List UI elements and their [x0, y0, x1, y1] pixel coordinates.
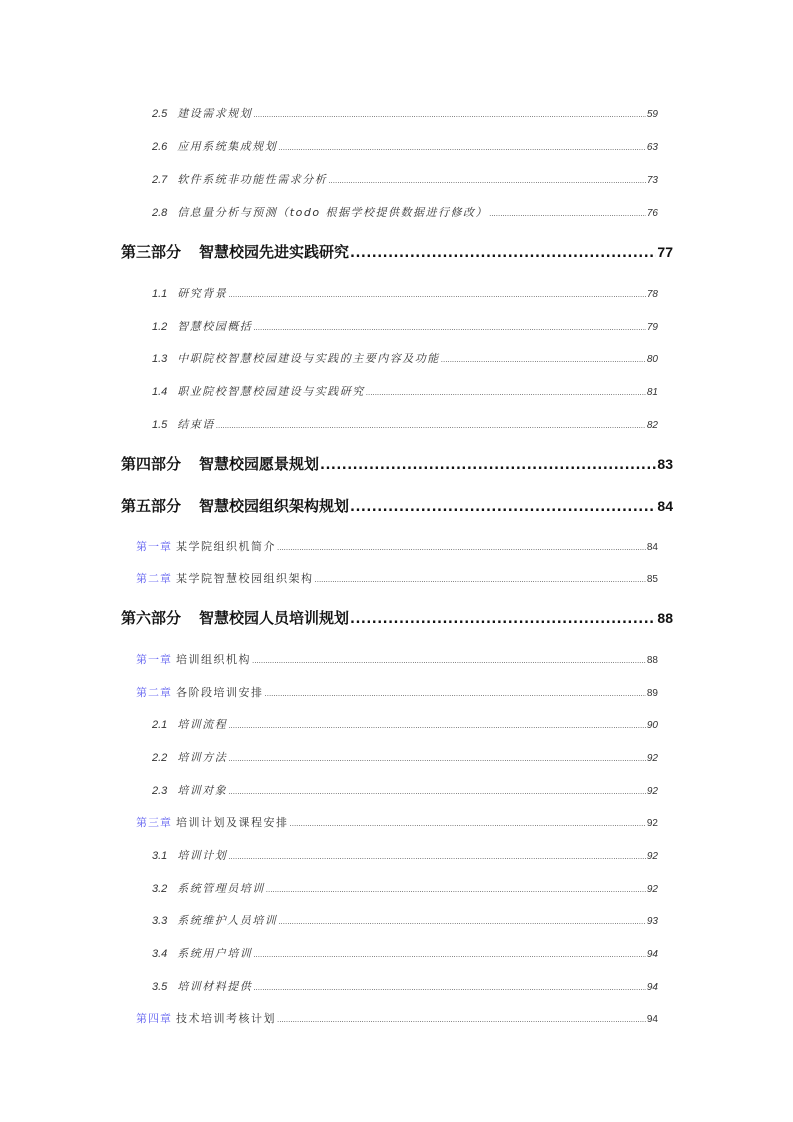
dot-leader [290, 820, 646, 828]
dot-leader [277, 544, 646, 552]
toc-entry-number: 1.1 [152, 288, 168, 300]
toc-entry-page: 84 [646, 542, 658, 553]
dot-leader [328, 177, 646, 185]
toc-entry-number: 2.2 [152, 752, 168, 764]
toc-entry-title: 职业院校智慧校园建设与实践研究 [177, 385, 365, 398]
toc-entry[interactable] [152, 416, 658, 432]
toc-entry-title: 培训对象 [177, 784, 228, 797]
toc-entry-title: 培训计划及课程安排 [176, 816, 289, 829]
toc-entry-page: 77 [657, 244, 673, 260]
toc-entry-title: 结束语 [177, 418, 215, 431]
toc-entry[interactable] [152, 880, 658, 896]
toc-entry-title: 信息量分析与预测（todo 根据学校提供数据进行修改） [177, 206, 489, 219]
dot-leader [278, 144, 646, 152]
toc-entry-page: 85 [646, 574, 658, 585]
toc-entry-number: 第三章 [136, 816, 172, 829]
toc-entry-title: 培训组织机构 [176, 653, 251, 666]
toc-entry-page: 82 [646, 420, 658, 431]
toc-entry-number: 2.1 [152, 719, 168, 731]
toc-entry-title: 智慧校园组织架构规划 [199, 497, 350, 515]
toc-entry-page: 81 [646, 387, 658, 398]
toc-entry-page: 89 [646, 688, 658, 699]
toc-entry-page: 80 [646, 354, 658, 365]
dot-leader [228, 788, 646, 796]
dot-leader [320, 458, 656, 473]
toc-entry[interactable] [121, 495, 673, 516]
toc-entry-page: 94 [646, 1014, 658, 1025]
toc-entry-number: 第五部分 [121, 497, 182, 515]
toc-entry-title: 培训材料提供 [177, 980, 253, 993]
toc-entry-page: 92 [646, 786, 658, 797]
toc-entry-page: 92 [646, 753, 658, 764]
toc-entry-title: 研究背景 [177, 287, 228, 300]
toc-entry-page: 84 [657, 498, 673, 514]
dot-leader [350, 612, 656, 627]
toc-entry-title: 系统管理员培训 [177, 882, 265, 895]
toc-entry-number: 2.7 [152, 174, 168, 186]
toc-entry[interactable] [121, 241, 673, 262]
dot-leader [253, 951, 646, 959]
dot-leader [216, 422, 646, 430]
toc-entry-page: 90 [646, 720, 658, 731]
toc-entry-number: 1.2 [152, 321, 168, 333]
dot-leader [252, 657, 646, 665]
dot-leader [277, 1016, 646, 1024]
toc-entry[interactable] [136, 684, 658, 700]
toc-entry-page: 92 [646, 851, 658, 862]
toc-entry[interactable] [152, 350, 658, 366]
toc-entry-number: 第一章 [136, 653, 172, 666]
toc-entry-number: 第四章 [136, 1012, 172, 1025]
toc-entry-page: 73 [646, 175, 658, 186]
toc-entry[interactable] [152, 912, 658, 928]
toc-entry-number: 3.2 [152, 883, 168, 895]
dot-leader [228, 853, 646, 861]
toc-entry[interactable] [152, 138, 658, 154]
toc-entry-page: 79 [646, 322, 658, 333]
dot-leader [266, 886, 646, 894]
toc-entry[interactable] [152, 945, 658, 961]
toc-entry-page: 94 [646, 982, 658, 993]
toc-entry-title: 培训流程 [177, 718, 228, 731]
dot-leader [489, 210, 646, 218]
toc-entry[interactable] [152, 978, 658, 994]
toc-entry-page: 59 [646, 109, 658, 120]
toc-entry-number: 3.3 [152, 915, 168, 927]
toc-entry-number: 3.5 [152, 981, 168, 993]
toc-entry-title: 智慧校园人员培训规划 [199, 609, 350, 627]
dot-leader [265, 690, 646, 698]
dot-leader [253, 324, 646, 332]
toc-entry-number: 2.6 [152, 141, 168, 153]
toc-entry-title: 技术培训考核计划 [176, 1012, 276, 1025]
toc-entry[interactable] [121, 607, 673, 628]
toc-entry-number: 第一章 [136, 540, 172, 553]
dot-leader [253, 984, 646, 992]
toc-entry-number: 第三部分 [121, 243, 182, 261]
toc-entry-title: 培训方法 [177, 751, 228, 764]
toc-entry-title: 建设需求规划 [177, 107, 253, 120]
toc-entry[interactable] [152, 285, 658, 301]
toc-entry[interactable] [152, 105, 658, 121]
toc-entry[interactable] [136, 651, 658, 667]
toc-entry-title: 系统维护人员培训 [177, 914, 278, 927]
toc-entry[interactable] [136, 538, 658, 554]
toc-entry-number: 第二章 [136, 686, 172, 699]
toc-entry-page: 94 [646, 949, 658, 960]
dot-leader [228, 722, 646, 730]
toc-entry-title: 某学院智慧校园组织架构 [176, 572, 314, 585]
toc-entry-page: 93 [646, 916, 658, 927]
toc-entry[interactable] [152, 204, 658, 220]
dot-leader [350, 246, 656, 261]
toc-entry-title: 中职院校智慧校园建设与实践的主要内容及功能 [177, 352, 440, 365]
toc-entry[interactable] [152, 847, 658, 863]
toc-entry-title: 某学院组织机简介 [176, 540, 276, 553]
toc-entry-title: 智慧校园先进实践研究 [199, 243, 350, 261]
toc-entry-title: 培训计划 [177, 849, 228, 862]
toc-entry[interactable] [136, 570, 658, 586]
toc-entry-number: 3.1 [152, 850, 168, 862]
dot-leader [278, 918, 646, 926]
toc-entry[interactable] [152, 749, 658, 765]
toc-entry-number: 第二章 [136, 572, 172, 585]
toc-entry-title: 智慧校园愿景规划 [199, 455, 320, 473]
toc-entry[interactable] [152, 171, 658, 187]
toc-entry-number: 1.5 [152, 419, 168, 431]
dot-leader [350, 500, 656, 515]
toc-entry-number: 1.4 [152, 386, 168, 398]
toc-entry-number: 2.8 [152, 207, 168, 219]
dot-leader [228, 755, 646, 763]
toc-entry-page: 88 [657, 610, 673, 626]
toc-entry-page: 63 [646, 142, 658, 153]
toc-entry-number: 2.3 [152, 785, 168, 797]
dot-leader [366, 389, 646, 397]
toc-entry-number: 第六部分 [121, 609, 182, 627]
toc-entry-page: 92 [646, 884, 658, 895]
toc-entry[interactable] [152, 383, 658, 399]
toc-entry[interactable] [136, 1010, 658, 1026]
toc-entry[interactable] [152, 782, 658, 798]
toc-entry[interactable] [121, 453, 673, 474]
dot-leader [253, 111, 646, 119]
toc-entry-number: 2.5 [152, 108, 168, 120]
toc-entry-title: 软件系统非功能性需求分析 [177, 173, 328, 186]
toc-entry[interactable] [152, 716, 658, 732]
toc-entry-title: 各阶段培训安排 [176, 686, 264, 699]
toc-entry-page: 83 [657, 456, 673, 472]
toc-entry-title: 智慧校园概括 [177, 320, 253, 333]
toc-entry-page: 76 [646, 208, 658, 219]
toc-entry-number: 1.3 [152, 353, 168, 365]
dot-leader [228, 291, 646, 299]
dot-leader [441, 356, 646, 364]
toc-entry[interactable] [136, 814, 658, 830]
toc-entry-page: 88 [646, 655, 658, 666]
toc-entry[interactable] [152, 318, 658, 334]
toc-entry-title: 应用系统集成规划 [177, 140, 278, 153]
toc-entry-page: 92 [646, 818, 658, 829]
toc-entry-number: 第四部分 [121, 455, 182, 473]
toc-entry-page: 78 [646, 289, 658, 300]
toc-entry-title: 系统用户培训 [177, 947, 253, 960]
dot-leader [315, 576, 646, 584]
toc-entry-number: 3.4 [152, 948, 168, 960]
